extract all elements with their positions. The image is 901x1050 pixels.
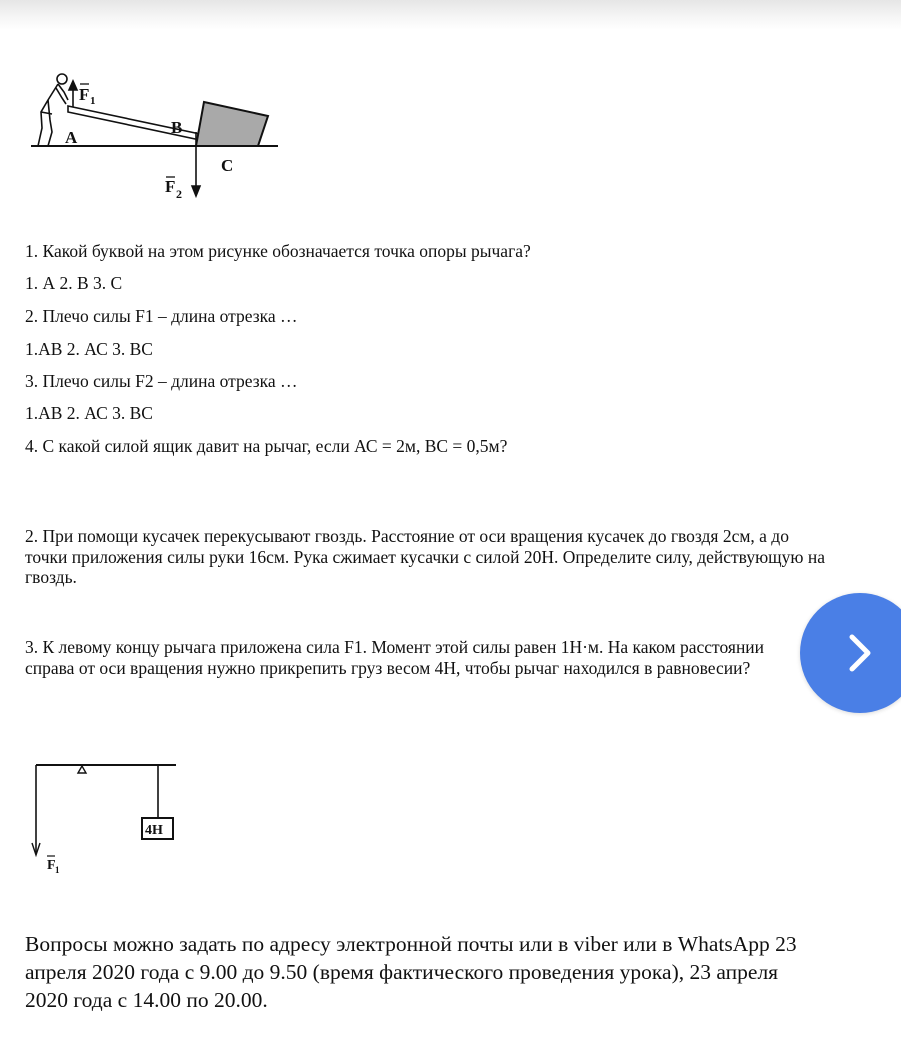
next-page-button[interactable] (800, 593, 901, 713)
question-line: 1.АВ 2. АС 3. ВС (25, 339, 153, 359)
f2-label: F (165, 177, 176, 196)
question-line: 1.АВ 2. АС 3. ВС (25, 403, 153, 423)
f1-label: F (79, 85, 90, 104)
question-line: 3. Плечо силы F2 – длина отрезка … (25, 371, 298, 391)
weight-label: 4Н (145, 823, 163, 838)
question-line: 1. Какой буквой на этом рисунке обозначается точка опоры рычага? (25, 241, 531, 261)
label-a: A (65, 128, 78, 147)
lever-figure (28, 70, 288, 210)
question-line: 4. С какой силой ящик давит на рычаг, если АС = 2м, ВС = 0,5м? (25, 436, 508, 456)
label-c: C (221, 156, 234, 175)
f1-label-sub: 1 (90, 95, 96, 107)
question-line: 2. Плечо силы F1 – длина отрезка … (25, 306, 298, 326)
top-shadow-bar (0, 0, 901, 30)
pivot-triangle (78, 766, 86, 773)
chevron-right-icon (844, 633, 876, 673)
label-b: B (171, 118, 183, 137)
question-line: 1. А 2. В 3. С (25, 273, 123, 293)
f2-label-sub: 2 (176, 187, 182, 201)
box-on-lever (196, 102, 268, 146)
task-3-text: 3. К левому концу рычага приложена сила F1. Момент этой силы равен 1Н·м. На каком расстоянии справа от оси вращения нужно прикрепить груз весом 4Н, чтобы рычаг находился в равновесии? (25, 637, 765, 678)
lever-weight-figure (25, 755, 195, 885)
force-label-sub: 1 (55, 865, 60, 875)
task-2-text: 2. При помощи кусачек перекусывают гвоздь. Расстояние от оси вращения кусачек до гвоздя 2см, а до точки приложения силы руки 16см. Рука сжимает кусачки с силой 20Н. Определите силу, действующую на гвоздь. (25, 526, 825, 587)
person-pushing (38, 74, 68, 146)
force-label: F (47, 858, 56, 873)
contact-note: Вопросы можно задать по адресу электронной почты или в viber или в WhatsApp 23 апреля 2020 года с 9.00 до 9.50 (время фактического проведения урока), 23 апреля 2020 года с 14.00 по 20.00. (25, 932, 797, 1012)
